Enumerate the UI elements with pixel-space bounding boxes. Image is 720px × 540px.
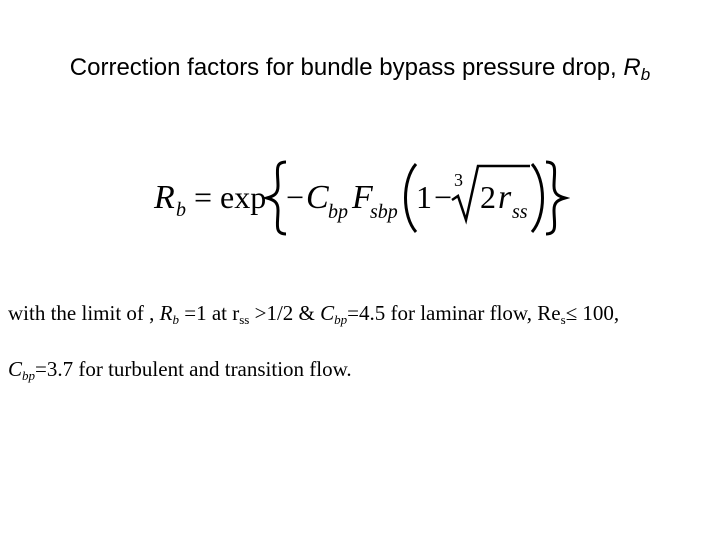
slide-title (0, 54, 720, 85)
formula-r: r (498, 179, 512, 216)
formula-lhs-sub: b (176, 199, 186, 221)
formula-f: F (352, 179, 373, 216)
formula-one: 1 (416, 179, 432, 215)
formula-lhs: R (154, 179, 175, 216)
left-brace (267, 162, 286, 234)
symbol-rb: $R_b$ (159, 301, 179, 327)
bypass-correction-formula (150, 150, 570, 240)
formula-r-sub: ss (512, 201, 528, 223)
formula-equals: = (194, 179, 213, 215)
limit-description-line-1: with the limit of , $R_b =1$ at $r_{ss} >1/2$ & $C_{bp}=4.5$ for laminar flow, $Re_s\le 100$, (8, 301, 620, 327)
formula-c: C (306, 179, 329, 216)
root-index: 3 (454, 170, 463, 190)
left-paren (406, 164, 417, 232)
formula-graphic (150, 150, 570, 240)
formula-f-sub: sbp (370, 201, 398, 223)
right-paren (532, 164, 543, 232)
limit-description-line-2: $C_{bp}=3.7$ for turbulent and transition flow. (8, 357, 352, 383)
formula-two: 2 (480, 179, 496, 215)
formula-exp: exp (220, 179, 267, 215)
formula-minus: − (286, 179, 305, 215)
right-brace (546, 162, 565, 234)
title-symbol: $R_b$ (623, 54, 651, 84)
title-text: Correction factors for bundle bypass pressure drop, (69, 54, 617, 81)
symbol-cbp-2: $C_{bp}$ (8, 357, 36, 383)
formula-c-sub: bp (328, 201, 348, 223)
formula-minus-2: − (434, 179, 453, 215)
symbol-cbp: $C_{bp}$ (320, 301, 348, 327)
